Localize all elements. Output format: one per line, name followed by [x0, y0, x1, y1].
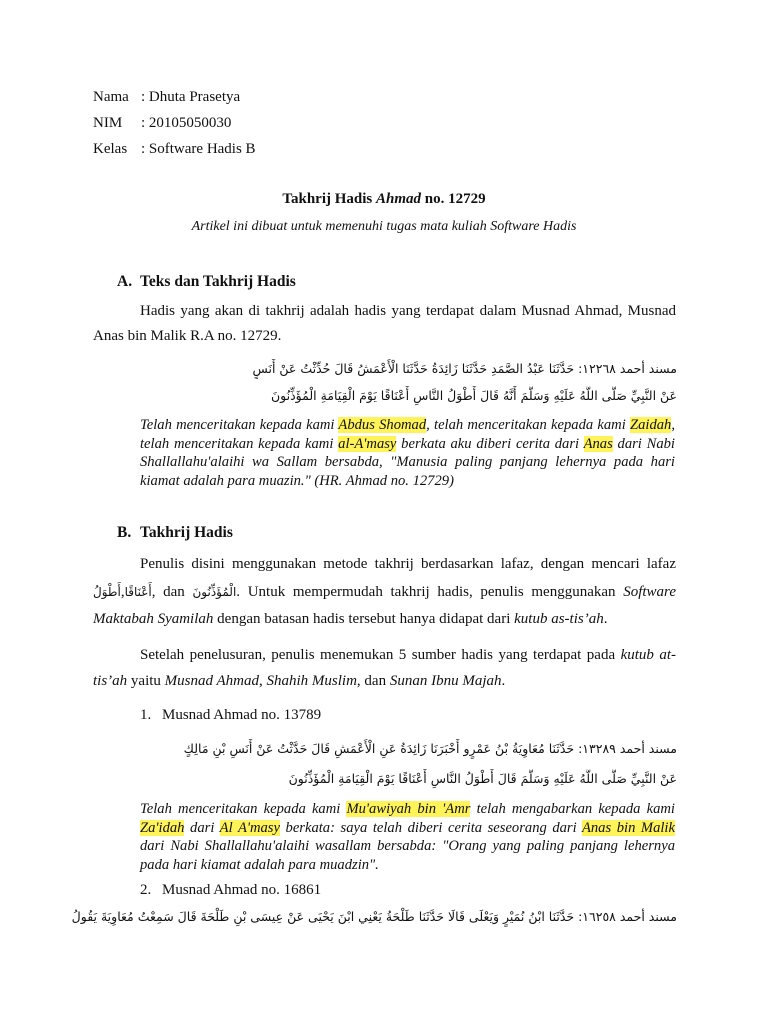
- kelas-value: : Software Hadis B: [141, 141, 256, 157]
- section-b-p2-line1: Setelah penelusuran, penulis menemukan 5 sumber hadis yang terdapat pada kutub at-: [140, 647, 676, 663]
- nama-label: Nama: [93, 89, 129, 105]
- section-b-p2-line2: tis’ah yaitu Musnad Ahmad, Shahih Muslim, dan Sunan Ibnu Majah.: [93, 673, 506, 689]
- section-a-heading: Teks dan Takhrij Hadis: [140, 273, 296, 290]
- highlight: al-A'masy: [338, 435, 397, 452]
- kelas-label: Kelas: [93, 141, 128, 157]
- arabic-text-line: مسند أحمد ١٢٢٦٨: حَدَّثَنَا عَبْدُ الصَّمَدِ حَدَّثَنَا زَائِدَةُ حَدَّثَنَا الْأَعْمَشُ قَالَ حُدِّثْتُ عَنْ أَنَسٍ: [252, 361, 677, 376]
- highlight: Anas: [583, 435, 613, 452]
- highlight: Abdus Shomad: [338, 417, 427, 433]
- highlight: Al A'masy: [219, 819, 280, 836]
- translation-paragraph: Telah menceritakan kepada kami Abdus Shomad, telah menceritakan kepada kami Zaidah, telah menceritakan kepada kami al-A'masy berkata aku diberi cerita dari Anas dari Nabi Shallallahu'alaihi wa Sallam bersabda, "Manusia paling panjang lehernya pada hari kiamat adalah para muazin." (HR. Ahmad no. 12729): [140, 417, 675, 489]
- nim-label: NIM: [93, 115, 123, 131]
- section-b-p1-line3: Maktabah Syamilah dengan batasan hadis tersebut hanya didapat dari kutub as-tis’ah.: [93, 611, 608, 627]
- section-b-p1-line1: Penulis disini menggunakan metode takhrij berdasarkan lafaz, dengan mencari lafaz: [140, 556, 676, 572]
- arabic-text-line: عَنْ النَّبِيِّ صَلَّى اللَّهُ عَلَيْهِ وَسَلَّمَ أَنَّهُ قَالَ أَطْوَلُ النَّاسِ أَعْنَاقًا يَوْمَ الْقِيَامَةِ الْمُؤَذِّنُونَ: [270, 388, 677, 403]
- nim-value: : 20105050030: [141, 115, 232, 131]
- list-number: 2.: [140, 882, 152, 898]
- highlight: Anas bin Malik: [581, 819, 675, 836]
- section-b-p1-line2: أَعْنَاقًا,أَطْوَلُ , dan الْمُؤَذِّنُونَ. Untuk mempermudah takhrij hadis, penulis menggunakan Software: [93, 584, 676, 600]
- list-item-title: Musnad Ahmad no. 13789: [162, 707, 322, 723]
- list-number: 1.: [140, 707, 152, 723]
- highlight: Zaidah: [629, 417, 672, 433]
- section-b-letter: B.: [117, 524, 132, 541]
- section-a-intro-line2: Anas bin Malik R.A no. 12729.: [93, 328, 282, 344]
- document-subtitle: Artikel ini dibuat untuk memenuhi tugas mata kuliah Software Hadis: [191, 219, 577, 234]
- highlight: Za'idah: [140, 819, 185, 836]
- nama-value: : Dhuta Prasetya: [141, 89, 241, 105]
- arabic-text-line: مسند أحمد ١٣٢٨٩: حَدَّثَنَا مُعَاوِيَةُ بْنُ عَمْرٍو أَخْبَرَنَا زَائِدَةُ عَنِ الْأَعْمَشِ قَالَ حَدَّثْتُ عَنْ أَنَسِ بْنِ مَالِكٍ: [183, 741, 677, 756]
- list-item-title: Musnad Ahmad no. 16861: [162, 882, 322, 898]
- arabic-text-line: مسند أحمد ١٦٢٥٨: حَدَّثَنَا ابْنُ نُمَيْرٍ وَيَعْلَى قَالَا حَدَّثَنَا طَلْحَةُ يَعْنِي ابْنَ يَحْيَى عَنْ عِيسَى بْنِ طَلْحَةَ قَالَ سَمِعْتُ مُعَاوِيَةَ يَقُولُ: [71, 909, 677, 924]
- highlight: Mu'awiyah bin 'Amr: [346, 801, 471, 817]
- section-a-intro-line1: Hadis yang akan di takhrij adalah hadis yang terdapat dalam Musnad Ahmad, Musnad: [140, 303, 676, 319]
- translation-paragraph: Telah menceritakan kepada kami Mu'awiyah bin 'Amr telah mengabarkan kepada kami Za'idah dari Al A'masy berkata: saya telah diberi cerita seseorang dari Anas bin Malik dari Nabi Shallallahu'alaihi wasallam bersabda: "Orang yang paling panjang lehernya pada hari kiamat adalah para muadzin".: [140, 801, 675, 873]
- section-b-heading: Takhrij Hadis: [140, 524, 233, 541]
- document-title: Takhrij Hadis Ahmad no. 12729: [282, 191, 486, 207]
- arabic-text-line: عَنْ النَّبِيِّ صَلَّى اللَّهُ عَلَيْهِ وَسَلَّمَ قَالَ أَطْوَلُ النَّاسِ أَعْنَاقًا يَوْمَ الْقِيَامَةِ الْمُؤَذِّنُونَ: [288, 771, 677, 786]
- section-a-letter: A.: [117, 273, 133, 290]
